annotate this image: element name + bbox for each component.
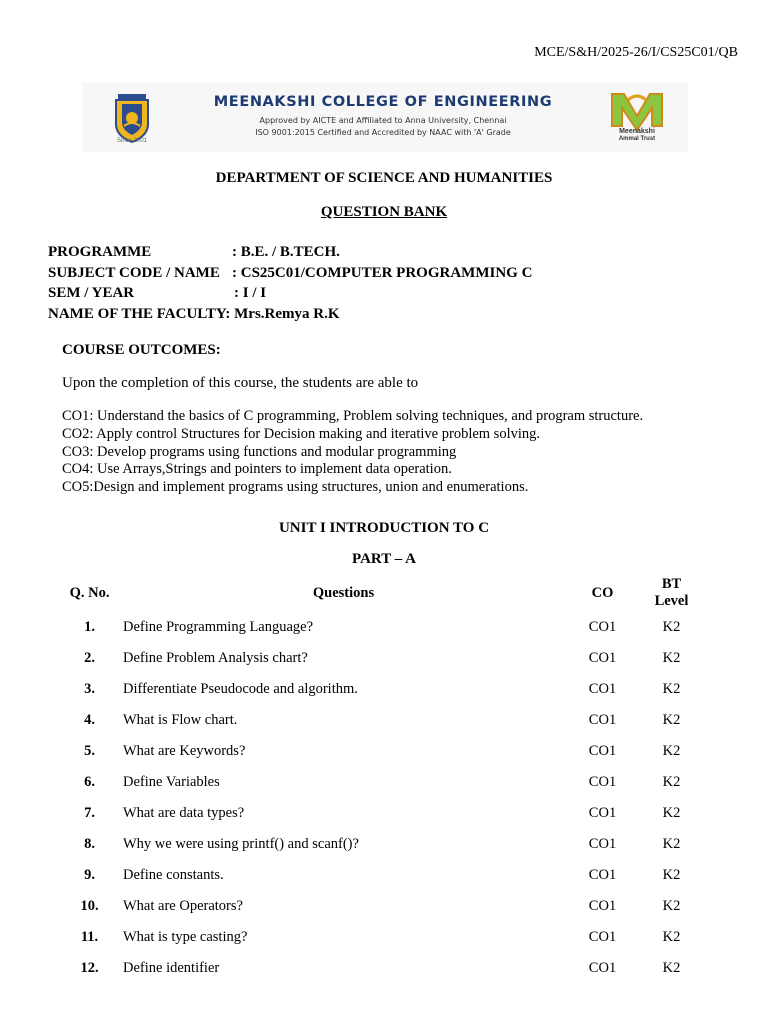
question-bt-level: K2 — [662, 774, 681, 790]
header-bt-level — [641, 574, 702, 612]
course-outcomes-intro: Upon the completion of this course, the students are able to — [62, 375, 419, 391]
question-bt-level: K2 — [662, 712, 681, 728]
question-co: CO1 — [588, 805, 617, 821]
question-number: 3. — [84, 681, 95, 697]
question-bt-level: K2 — [662, 805, 681, 821]
header-questions: Questions — [312, 584, 375, 601]
table-row — [56, 674, 702, 705]
faculty-line: NAME OF THE FACULTY: Mrs.Remya R.K — [48, 305, 340, 322]
question-text: Define Programming Language? — [123, 619, 314, 635]
question-text: Define constants. — [123, 867, 224, 883]
question-co: CO1 — [588, 836, 617, 852]
trust-name: Meenakshi — [619, 128, 655, 135]
info-row-faculty — [48, 304, 340, 325]
question-co: CO1 — [588, 867, 617, 883]
course-outcome-item: CO3: Develop programs using functions and modular programming — [62, 443, 457, 460]
info-label: SEM / YEAR — [48, 285, 135, 301]
question-bt-level: K2 — [662, 898, 681, 914]
info-value: : CS25C01/COMPUTER PROGRAMMING C — [232, 264, 533, 281]
course-outcome-item: CO2: Apply control Structures for Decision making and iterative problem solving. — [62, 425, 541, 442]
question-co: CO1 — [588, 929, 617, 945]
table-row — [56, 922, 702, 953]
question-number: 1. — [84, 619, 95, 635]
question-text: What is Flow chart. — [123, 712, 238, 728]
part-title: PART – A — [352, 551, 416, 567]
question-number: 6. — [84, 774, 95, 790]
question-number: 5. — [84, 743, 95, 759]
info-value: : B.E. / B.TECH. — [232, 244, 340, 260]
header-question-number: Q. No. — [69, 584, 110, 601]
question-text: What is type casting? — [123, 929, 248, 945]
question-text: Define identifier — [123, 960, 220, 976]
course-info — [48, 242, 533, 324]
info-value: : I / I — [234, 285, 267, 301]
question-co: CO1 — [588, 898, 617, 914]
question-text: What are Operators? — [123, 898, 243, 914]
header-co: CO — [591, 584, 614, 601]
question-bt-level: K2 — [662, 681, 681, 697]
question-number: 4. — [84, 712, 95, 728]
table-row — [56, 860, 702, 891]
header-bt-line2: Level — [654, 593, 689, 609]
info-label: PROGRAMME — [48, 244, 152, 260]
course-outcomes-list — [62, 408, 643, 497]
question-text: What are Keywords? — [123, 743, 246, 759]
question-number: 10. — [80, 898, 99, 914]
college-affiliation: Approved by AICTE and Affiliated to Anna University, Chennai — [259, 116, 507, 125]
college-banner — [82, 82, 688, 152]
course-outcomes-heading: COURSE OUTCOMES: — [62, 342, 221, 358]
question-table — [56, 574, 702, 984]
document-reference-code: MCE/S&H/2025-26/I/CS25C01/QB — [534, 45, 738, 60]
question-co: CO1 — [588, 650, 617, 666]
header-bt-line1: BT — [661, 576, 682, 592]
question-number: 2. — [84, 650, 95, 666]
table-row — [56, 829, 702, 860]
table-row — [56, 891, 702, 922]
seal-year: Since 2001 — [116, 138, 148, 144]
college-accreditation: ISO 9001:2015 Certified and Accredited by NAAC with 'A' Grade — [255, 128, 511, 137]
table-row — [56, 736, 702, 767]
question-co: CO1 — [588, 743, 617, 759]
table-row — [56, 612, 702, 643]
college-name: MEENAKSHI COLLEGE OF ENGINEERING — [213, 94, 553, 110]
question-bt-level: K2 — [662, 743, 681, 759]
question-text: Differentiate Pseudocode and algorithm. — [123, 681, 358, 697]
question-number: 11. — [80, 929, 99, 945]
question-co: CO1 — [588, 681, 617, 697]
info-row-programme — [48, 242, 340, 263]
info-row-sem-year — [48, 283, 340, 304]
question-text: Define Variables — [123, 774, 220, 790]
question-bt-level: K2 — [662, 929, 681, 945]
question-number: 8. — [84, 836, 95, 852]
question-bt-level: K2 — [662, 836, 681, 852]
question-text: What are data types? — [123, 805, 245, 821]
question-number: 12. — [80, 960, 99, 976]
table-row — [56, 705, 702, 736]
question-co: CO1 — [588, 960, 617, 976]
table-row — [56, 798, 702, 829]
course-outcome-item: CO1: Understand the basics of C programming, Problem solving techniques, and program structure. — [62, 408, 644, 424]
table-row — [56, 643, 702, 674]
department-title: DEPARTMENT OF SCIENCE AND HUMANITIES — [215, 170, 553, 186]
table-row — [56, 953, 702, 984]
info-label: SUBJECT CODE / NAME — [48, 264, 220, 281]
document-title: QUESTION BANK — [320, 204, 448, 220]
table-header-row — [56, 574, 702, 612]
table-row — [56, 767, 702, 798]
question-bt-level: K2 — [662, 867, 681, 883]
unit-title: UNIT I INTRODUCTION TO C — [278, 520, 490, 536]
info-row-subject — [48, 263, 533, 284]
question-bt-level: K2 — [662, 960, 681, 976]
question-text: Why we were using printf() and scanf()? — [123, 836, 359, 852]
question-co: CO1 — [588, 774, 617, 790]
question-number: 7. — [84, 805, 95, 821]
course-outcome-item: CO5:Design and implement programs using structures, union and enumerations. — [62, 479, 529, 496]
question-bt-level: K2 — [662, 619, 681, 635]
trust-subtitle: Ammal Trust — [618, 136, 656, 142]
question-co: CO1 — [588, 619, 617, 635]
course-outcome-item: CO4: Use Arrays,Strings and pointers to implement data operation. — [62, 461, 452, 478]
question-co: CO1 — [588, 712, 617, 728]
question-bt-level: K2 — [662, 650, 681, 666]
question-text: Define Problem Analysis chart? — [123, 650, 308, 666]
question-number: 9. — [84, 867, 95, 883]
